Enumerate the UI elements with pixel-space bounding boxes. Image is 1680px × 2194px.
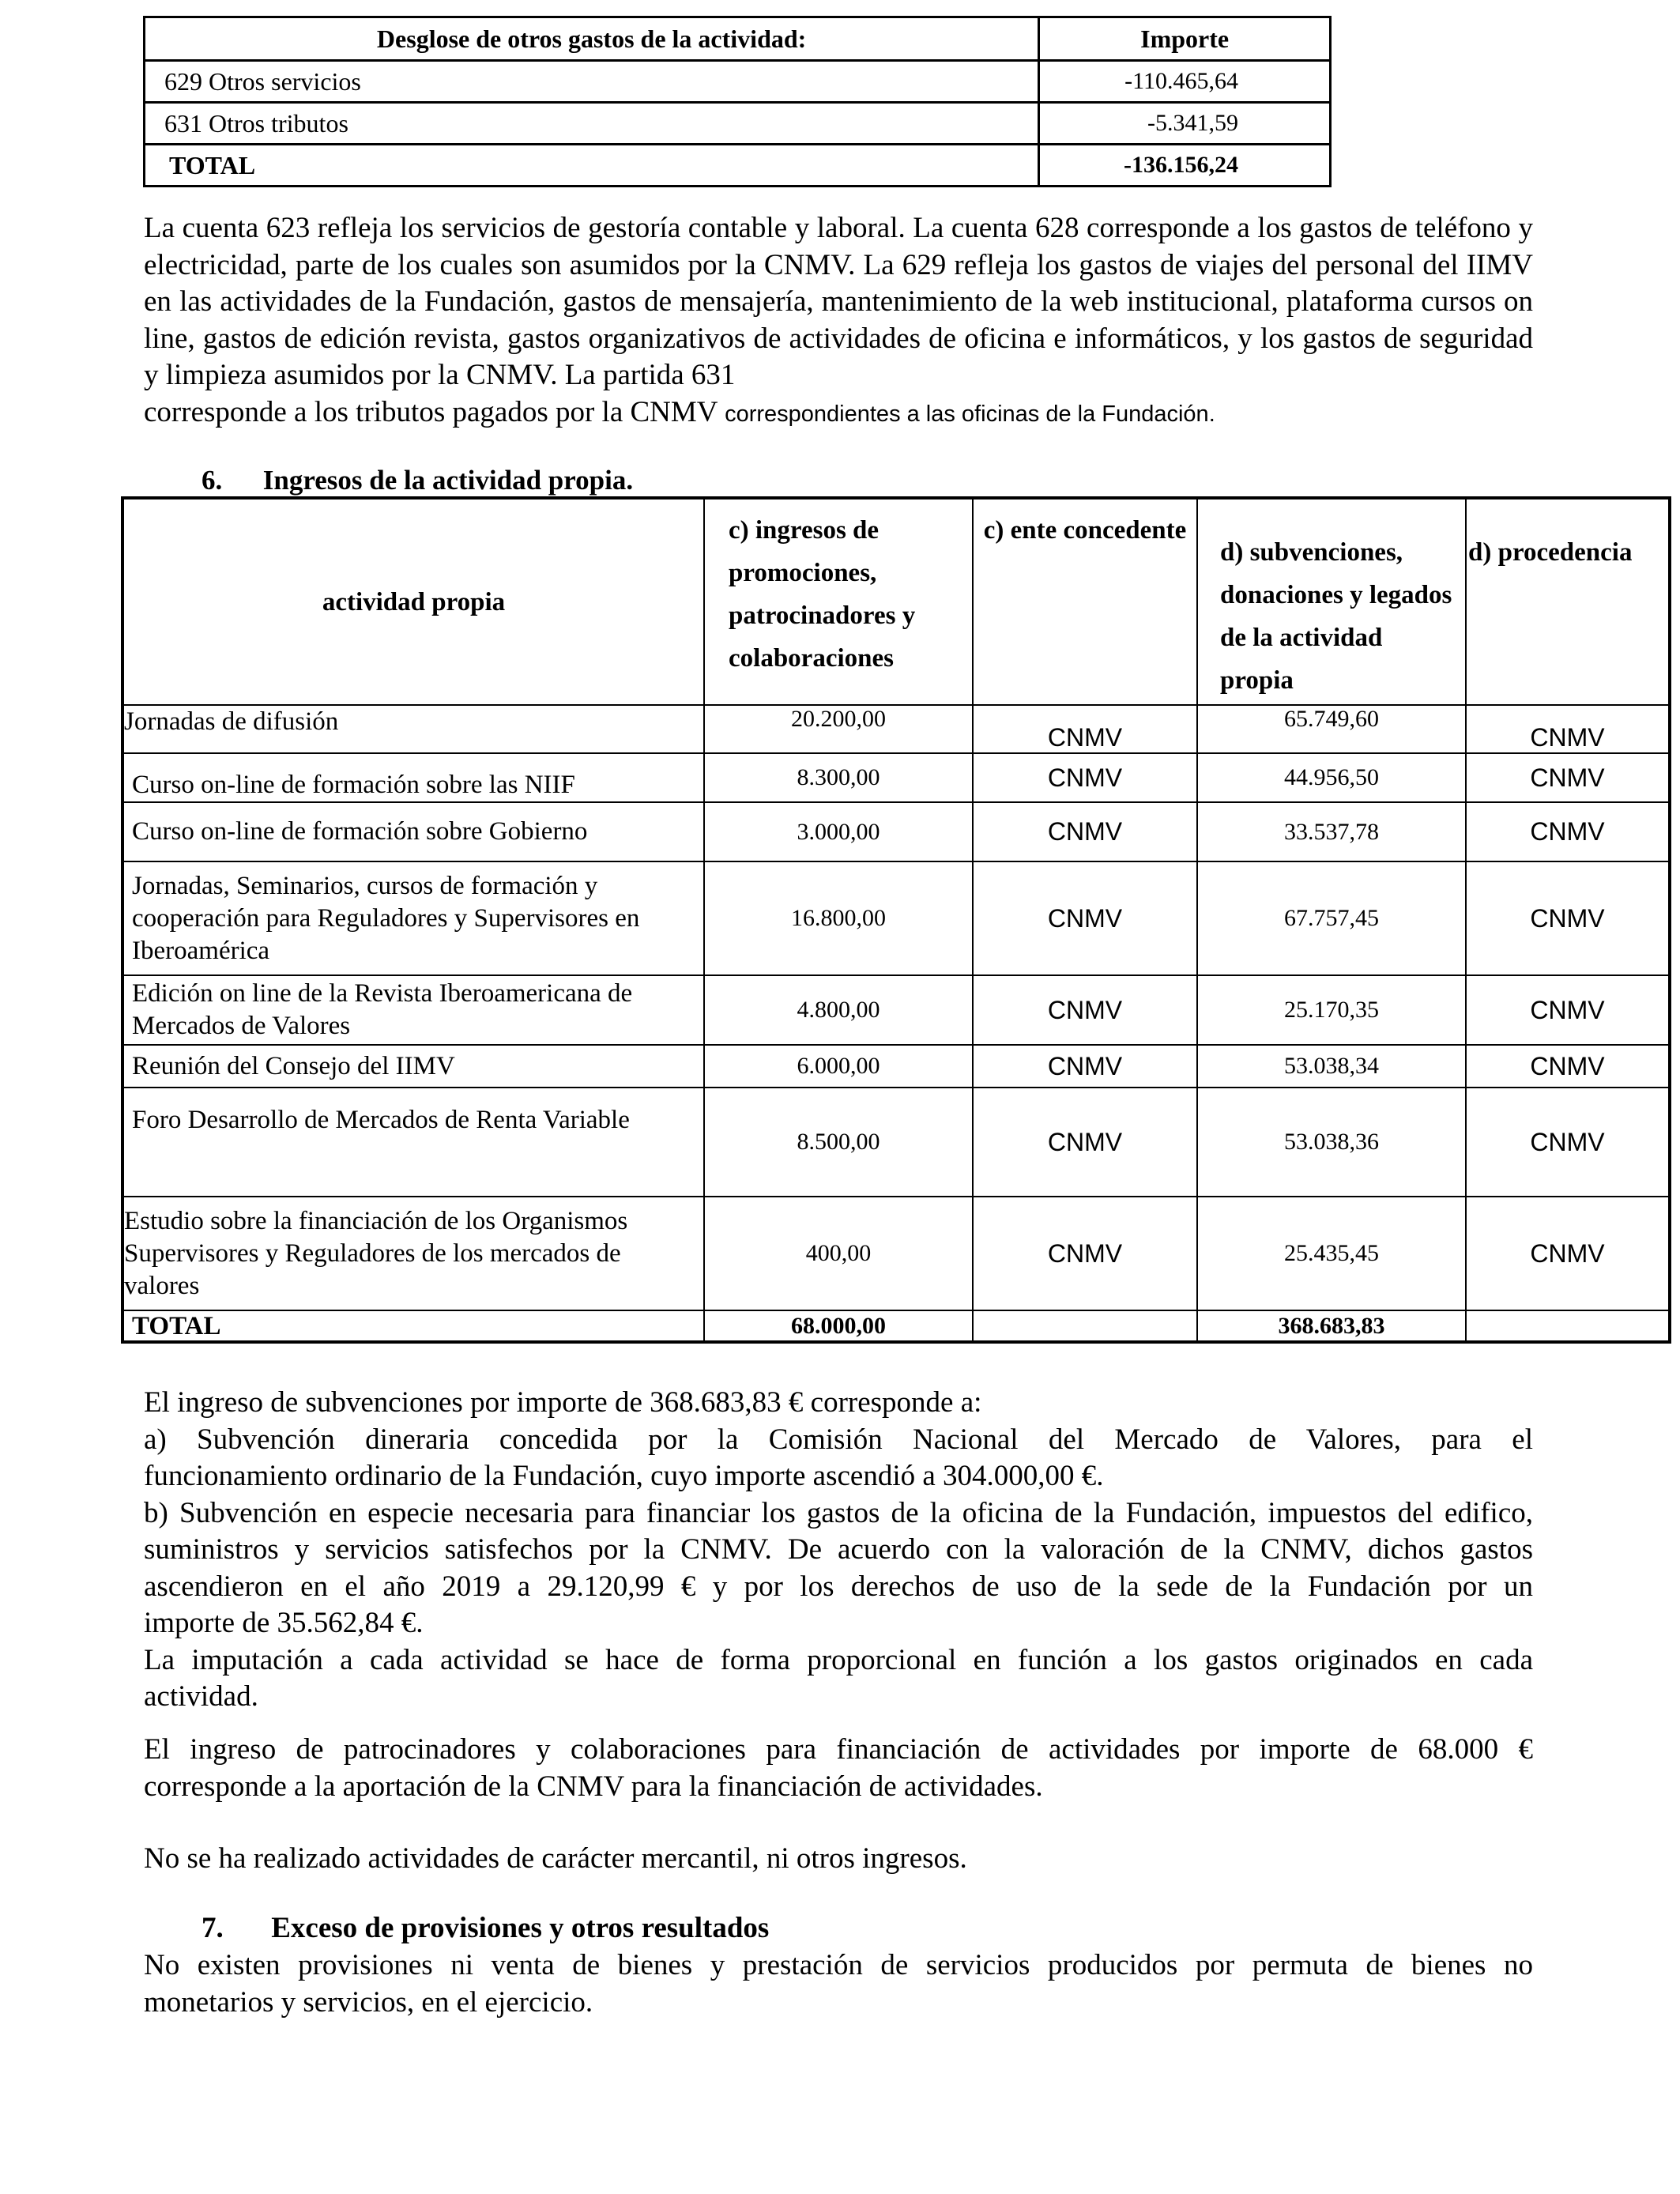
row-ente: CNMV xyxy=(973,1045,1197,1088)
row-subvenciones: 25.170,35 xyxy=(1197,975,1466,1045)
row-ingresos: 3.000,00 xyxy=(704,802,973,861)
table-row xyxy=(122,975,1670,1045)
row-actividad: Reunión del Consejo del IIMV xyxy=(122,1045,704,1088)
row-ingresos: 6.000,00 xyxy=(704,1045,973,1088)
header-ingresos: c) ingresos de promociones, patrocinadores y colaboraciones xyxy=(704,498,973,705)
row-subvenciones: 65.749,60 xyxy=(1197,705,1466,753)
row-procedencia: CNMV xyxy=(1466,975,1670,1045)
subsidy-item-b-last: importe de 35.562,84 €. xyxy=(144,1607,424,1639)
row-procedencia: CNMV xyxy=(1466,1045,1670,1088)
accounts-explanation-paragraph xyxy=(144,210,1533,432)
row-ingresos: 20.200,00 xyxy=(704,705,973,753)
row-actividad: Curso on-line de formación sobre las NIIF xyxy=(122,753,704,802)
section-title: Exceso de provisiones y otros resultados xyxy=(271,1912,770,1944)
paragraph-last-line xyxy=(144,394,1533,433)
section-7-heading xyxy=(202,1911,769,1945)
table-row xyxy=(122,1088,1670,1197)
other-expenses-table xyxy=(143,16,1332,187)
row-subvenciones: 53.038,36 xyxy=(1197,1088,1466,1197)
row-procedencia: CNMV xyxy=(1466,802,1670,861)
row-ente: CNMV xyxy=(973,802,1197,861)
subsidy-item-a-last: funcionamiento ordinario de la Fundación, cuyo importe ascendió a 304.000,00 €. xyxy=(144,1460,1104,1492)
row-amount: -5.341,59 xyxy=(1039,103,1331,145)
row-procedencia: CNMV xyxy=(1466,753,1670,802)
row-ingresos: 4.800,00 xyxy=(704,975,973,1045)
row-actividad: Jornadas, Seminarios, cursos de formación y cooperación para Reguladores y Supervisores en Iberoamérica xyxy=(122,861,704,975)
table-row xyxy=(122,1045,1670,1088)
no-commercial-paragraph xyxy=(144,1841,1533,1878)
total-subvenciones: 368.683,83 xyxy=(1197,1310,1466,1342)
subsidies-intro: El ingreso de subvenciones por importe de 368.683,83 € corresponde a: xyxy=(144,1386,982,1419)
total-amount: -136.156,24 xyxy=(1039,145,1331,187)
paragraph-last-line-serif: corresponde a los tributos pagados por la CNMV xyxy=(144,395,718,428)
total-ente-empty xyxy=(973,1310,1197,1342)
own-activity-income-table xyxy=(121,496,1671,1344)
table-row xyxy=(122,705,1670,753)
row-procedencia: CNMV xyxy=(1466,861,1670,975)
row-ente: CNMV xyxy=(973,705,1197,753)
subsidy-item-b: b) Subvención en especie necesaria para financiar los gastos de la oficina de la Fundación, impuestos del edifico, suministros y servicios satisfechos por la CNMV. De acuerdo con la valoración de la CNMV, dichos gastos ascendieron en el año 2019 a 29.120,99 € y por los derechos de uso de la sede de la Fundación por un xyxy=(144,1496,1533,1603)
row-actividad: Foro Desarrollo de Mercados de Renta Variable xyxy=(122,1088,704,1197)
row-actividad: Edición on line de la Revista Iberoamericana de Mercados de Valores xyxy=(122,975,704,1045)
row-subvenciones: 25.435,45 xyxy=(1197,1197,1466,1310)
row-procedencia: CNMV xyxy=(1466,1197,1670,1310)
sponsors-text: El ingreso de patrocinadores y colaboraciones para financiación de actividades por importe de 68.000 € xyxy=(144,1733,1533,1766)
row-ingresos: 16.800,00 xyxy=(704,861,973,975)
sponsors-last: corresponde a la aportación de la CNMV para la financiación de actividades. xyxy=(144,1770,1043,1803)
row-actividad: Estudio sobre la financiación de los Organismos Supervisores y Reguladores de los mercados de valores xyxy=(122,1197,704,1310)
row-actividad: Jornadas de difusión xyxy=(122,705,704,753)
imputation-last: actividad. xyxy=(144,1680,258,1713)
table-row xyxy=(145,61,1331,103)
row-ente: CNMV xyxy=(973,1088,1197,1197)
table-row xyxy=(122,861,1670,975)
section-title: Ingresos de la actividad propia. xyxy=(262,465,634,496)
no-commercial-text: No se ha realizado actividades de carácter mercantil, ni otros ingresos. xyxy=(144,1842,967,1875)
table-total-row xyxy=(145,145,1331,187)
row-procedencia: CNMV xyxy=(1466,1088,1670,1197)
paragraph-body: La cuenta 623 refleja los servicios de gestoría contable y laboral. La cuenta 628 corresponde a los gastos de teléfono y electricidad, parte de los cuales son asumidos por la CNMV. La 629 refleja los gastos de viajes del personal del IIMV en las actividades de la Fundación, gastos de mensajería, mantenimiento de la web institucional, plataforma cursos on line, gastos de edición revista, gastos organizativos de actividades de oficina e informáticos, y los gastos de seguridad y limpieza asumidos por la CNMV. La partida 631 xyxy=(144,212,1533,391)
row-ingresos: 400,00 xyxy=(704,1197,973,1310)
row-subvenciones: 44.956,50 xyxy=(1197,753,1466,802)
subsidy-item-a: a) Subvención dineraria concedida por la Comisión Nacional del Mercado de Valores, para el xyxy=(144,1423,1533,1456)
total-label: TOTAL xyxy=(122,1310,704,1342)
table-header-row xyxy=(145,17,1331,61)
section-number: 7. xyxy=(202,1912,224,1944)
row-actividad: Curso on-line de formación sobre Gobierno xyxy=(122,802,704,861)
row-ingresos: 8.300,00 xyxy=(704,753,973,802)
row-concept: 631 Otros tributos xyxy=(145,103,1039,145)
row-procedencia: CNMV xyxy=(1466,705,1670,753)
table-row xyxy=(122,753,1670,802)
provisions-paragraph xyxy=(144,1947,1533,2021)
total-procedencia-empty xyxy=(1466,1310,1670,1342)
subsidies-paragraph xyxy=(144,1385,1533,1716)
row-subvenciones: 67.757,45 xyxy=(1197,861,1466,975)
header-amount: Importe xyxy=(1039,17,1331,61)
row-ente: CNMV xyxy=(973,753,1197,802)
table-row xyxy=(122,802,1670,861)
table-total-row xyxy=(122,1310,1670,1342)
header-actividad: actividad propia xyxy=(122,498,704,705)
row-subvenciones: 53.038,34 xyxy=(1197,1045,1466,1088)
section-6-heading xyxy=(202,465,633,496)
row-amount: -110.465,64 xyxy=(1039,61,1331,103)
provisions-last: monetarios y servicios, en el ejercicio. xyxy=(144,1985,593,2019)
header-ente: c) ente concedente xyxy=(973,498,1197,705)
total-label: TOTAL xyxy=(145,145,1039,187)
section-number: 6. xyxy=(202,465,223,496)
table-header-row xyxy=(122,498,1670,705)
paragraph-last-line-sans: correspondientes a las oficinas de la Fundación. xyxy=(725,401,1215,427)
header-subvenciones: d) subvenciones, donaciones y legados de la actividad propia xyxy=(1197,498,1466,705)
row-ingresos: 8.500,00 xyxy=(704,1088,973,1197)
row-ente: CNMV xyxy=(973,975,1197,1045)
sponsors-paragraph xyxy=(144,1732,1533,1805)
provisions-text: No existen provisiones ni venta de bienes y prestación de servicios producidos por permuta de bienes no xyxy=(144,1949,1533,1981)
imputation-text: La imputación a cada actividad se hace de forma proporcional en función a los gastos originados en cada xyxy=(144,1643,1533,1676)
row-subvenciones: 33.537,78 xyxy=(1197,802,1466,861)
table-row xyxy=(122,1197,1670,1310)
header-concept: Desglose de otros gastos de la actividad: xyxy=(145,17,1039,61)
total-ingresos: 68.000,00 xyxy=(704,1310,973,1342)
row-concept: 629 Otros servicios xyxy=(145,61,1039,103)
table-row xyxy=(145,103,1331,145)
row-ente: CNMV xyxy=(973,861,1197,975)
header-procedencia: d) procedencia xyxy=(1466,498,1670,705)
row-ente: CNMV xyxy=(973,1197,1197,1310)
